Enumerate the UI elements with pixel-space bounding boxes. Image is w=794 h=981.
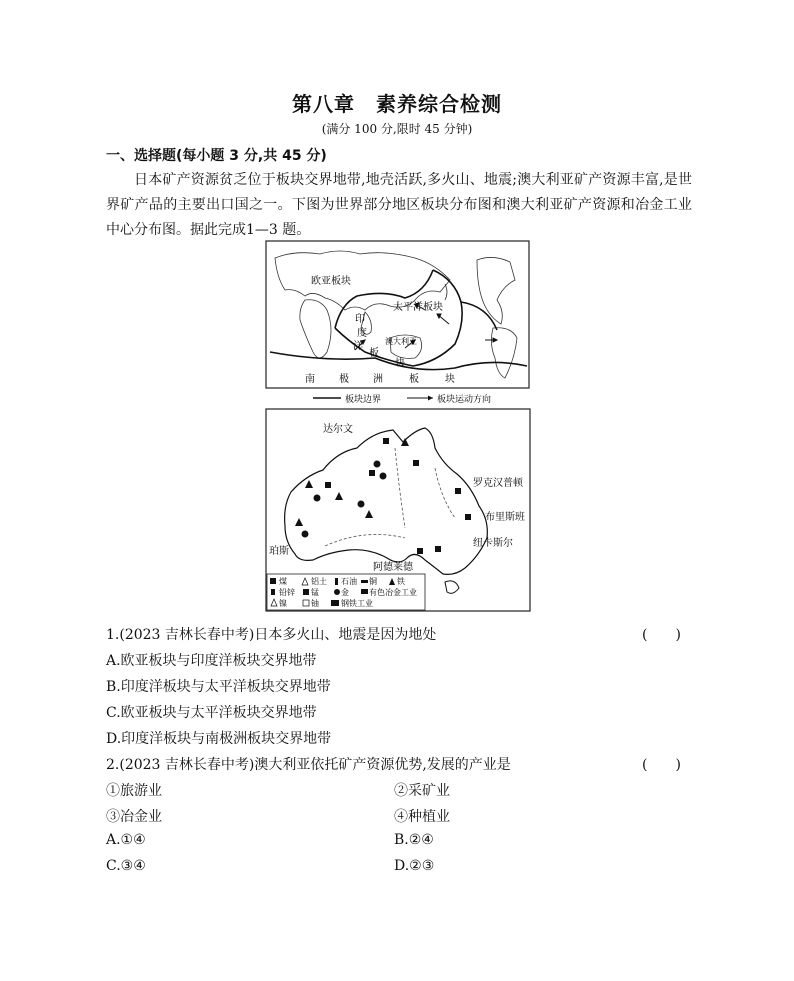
page-title: 第八章 素养综合检测	[292, 92, 502, 116]
label-indo-5: 块	[395, 358, 405, 369]
legend-coal: 煤	[279, 577, 287, 586]
label-pacific: 太平洋板块	[393, 302, 443, 313]
q2-item-2: ②采矿业	[394, 783, 450, 799]
label-antarctic-4: 板	[409, 374, 419, 385]
legend-leadzinc: 铅锌	[279, 588, 295, 597]
q1-stem: 1.(2023 吉林长春中考)日本多火山、地震是因为地处	[106, 627, 437, 643]
legend-nonferrous: 有色冶金工业	[369, 588, 417, 597]
australia-map	[265, 408, 531, 612]
q2-option-d: D.②③	[394, 858, 435, 874]
label-indo-3: 洋	[353, 341, 363, 352]
q2-item-4: ④种植业	[394, 809, 450, 825]
legend-iron: 铁	[397, 577, 405, 586]
label-antarctic-3: 洲	[373, 374, 383, 385]
label-indo-2: 度	[357, 328, 367, 339]
label-indo-4: 板	[369, 348, 379, 359]
q2-item-3: ③冶金业	[106, 809, 162, 825]
section-heading: 一、选择题(每小题 3 分,共 45 分)	[106, 148, 327, 164]
legend-oil: 石油	[341, 577, 357, 586]
label-eurasia: 欧亚板块	[311, 276, 351, 287]
legend-direction: 板块运动方向	[437, 395, 492, 405]
legend-gold: 金	[341, 588, 349, 597]
q2-option-b: B.②④	[394, 832, 434, 848]
legend-nickel: 镍	[279, 599, 287, 608]
q1-option-b: B.印度洋板块与太平洋板块交界地带	[106, 679, 331, 695]
label-indo-1: 印	[355, 314, 365, 325]
q2-stem: 2.(2023 吉林长春中考)澳大利亚依托矿产资源优势,发展的产业是	[106, 757, 511, 773]
q2-option-a: A.①④	[106, 832, 146, 848]
intro-paragraph: 日本矿产资源贫乏位于板块交界地带,地壳活跃,多火山、地震;澳大利亚矿产资源丰富,是世界矿产品的主要出口国之一。下图为世界部分地区板块分布图和澳大利亚矿产资源和冶金工业中心分布图。据此完成1—3 题。	[106, 172, 692, 238]
q2-option-c: C.③④	[106, 858, 146, 874]
plate-map	[265, 240, 530, 405]
city-adelaide: 阿德莱德	[373, 562, 413, 573]
legend-uranium: 铀	[311, 599, 319, 608]
q2-answer-paren: ( )	[642, 757, 681, 773]
city-newcastle: 纽卡斯尔	[473, 538, 513, 549]
label-antarctic-5: 块	[445, 374, 455, 385]
city-rockhampton: 罗克汉普顿	[473, 478, 523, 489]
city-darwin: 达尔文	[323, 424, 353, 435]
label-antarctic-2: 极	[339, 374, 349, 385]
legend-steel: 钢铁工业	[341, 599, 373, 608]
q1-option-d: D.印度洋板块与南极洲板块交界地带	[106, 731, 332, 747]
legend-copper: 铜	[369, 577, 377, 586]
q1-answer-paren: ( )	[642, 627, 681, 643]
q1-option-a: A.欧亚板块与印度洋板块交界地带	[106, 653, 317, 669]
q2-item-1: ①旅游业	[106, 783, 162, 799]
q1-option-c: C.欧亚板块与太平洋板块交界地带	[106, 705, 317, 721]
page-subtitle: (满分 100 分,限时 45 分钟)	[321, 122, 473, 136]
legend-bauxite: 铝土	[311, 577, 327, 586]
label-australia: 澳大利亚	[385, 337, 417, 346]
label-antarctic-1: 南	[305, 374, 315, 385]
city-brisbane: 布里斯班	[485, 512, 525, 523]
legend-manganese: 锰	[311, 588, 319, 597]
legend-boundary: 板块边界	[345, 395, 382, 405]
city-perth: 珀斯	[269, 546, 289, 557]
